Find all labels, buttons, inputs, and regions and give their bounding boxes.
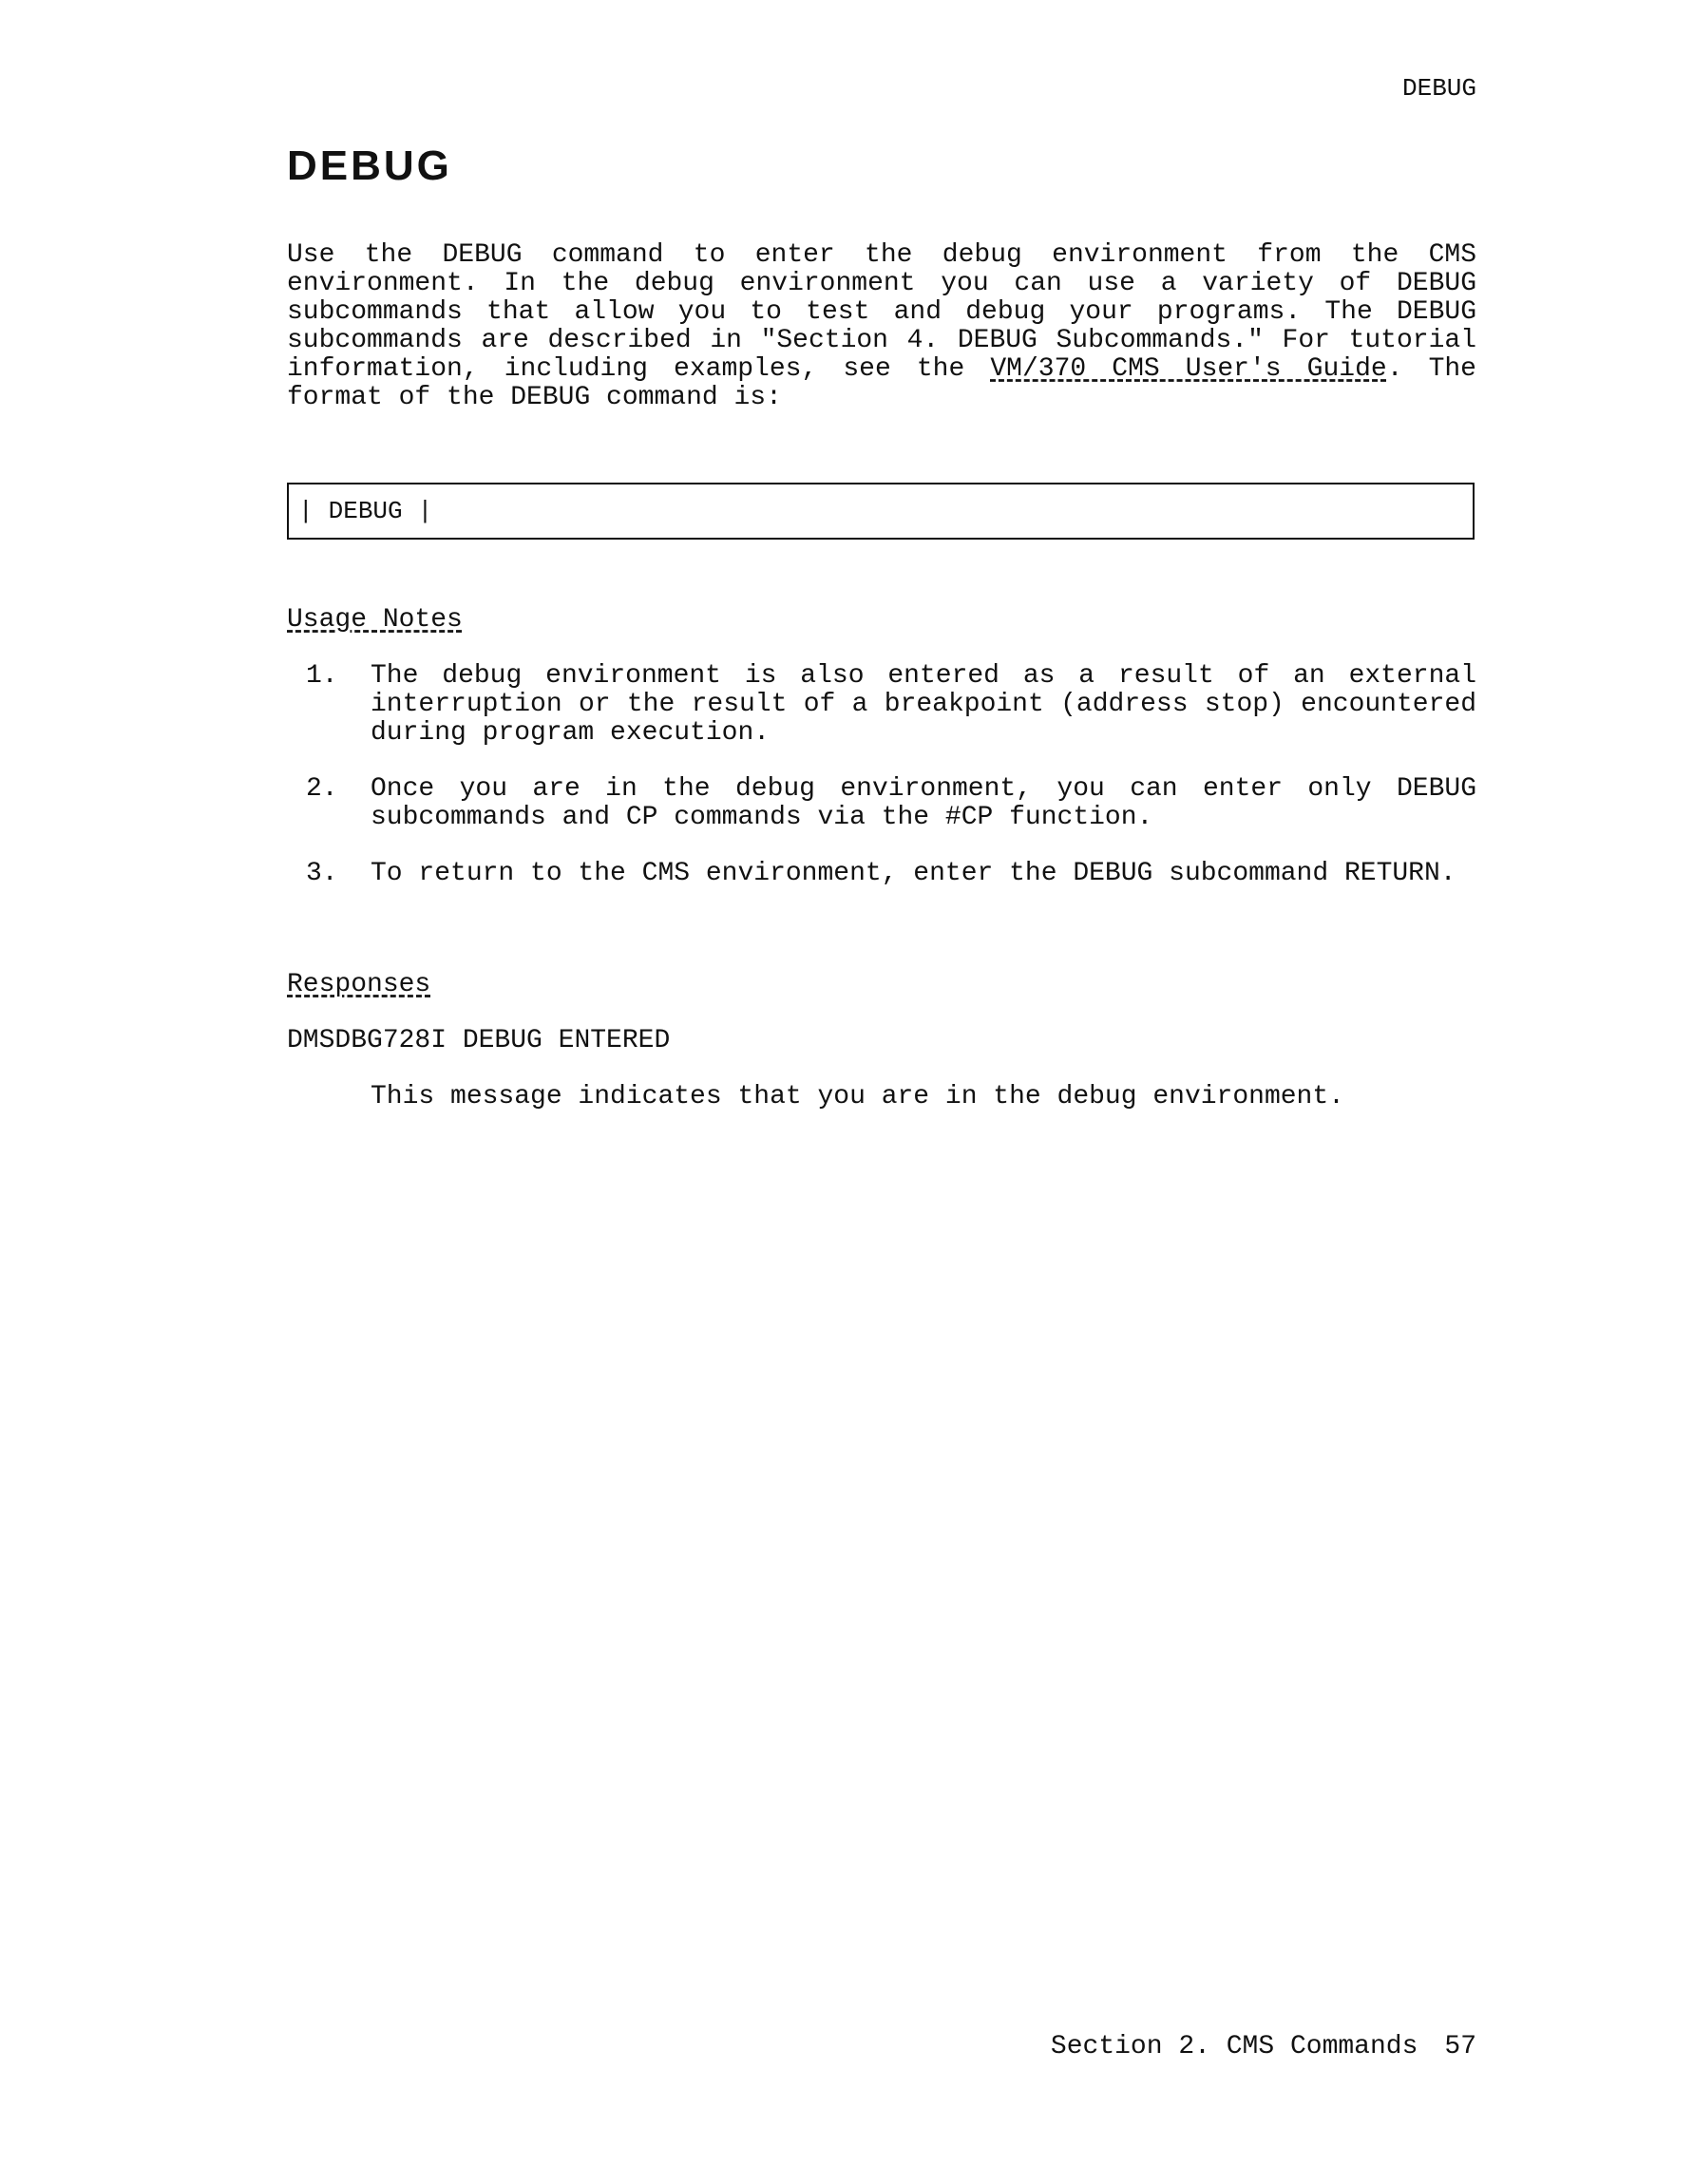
usage-note-text: Once you are in the debug environment, you can enter only DEBUG subcommands and CP commands via the #CP function. xyxy=(371,774,1476,832)
running-head: DEBUG xyxy=(1401,74,1476,103)
page-title: DEBUG xyxy=(287,142,452,189)
usage-note-text: The debug environment is also entered as a result of an external interruption or the result of a breakpoint (address stop) encountered during program execution. xyxy=(371,661,1476,748)
intro-text-end: . The format of the DEBUG command is: xyxy=(287,354,1476,412)
command-format-box xyxy=(287,483,1475,540)
intro-paragraph xyxy=(287,241,1476,412)
intro-text-start: Use the DEBUG command to enter the debug environment from the CMS environment. In the debug environment you can use a variety of DEBUG subcommands that allow you to test and debug your programs. The DEBUG subcommands are described in "Section 4. DEBUG Subcommands." For tutorial information, including examples, see the xyxy=(287,240,1476,384)
command-name: DEBUG xyxy=(328,497,403,525)
responses-heading: Responses xyxy=(287,970,431,999)
usage-note xyxy=(287,662,1476,748)
footer-section: Section 2. CMS Commands xyxy=(1050,2032,1418,2061)
usage-note xyxy=(287,860,1476,888)
usage-note xyxy=(287,775,1476,832)
syntax-bar-right: | xyxy=(417,497,433,525)
message-id: DMSDBG728I DEBUG ENTERED xyxy=(287,1026,671,1055)
syntax-bar-left: | xyxy=(298,497,314,525)
usage-note-number: 2. xyxy=(306,774,338,804)
usage-note-number: 3. xyxy=(306,859,338,888)
book-title: VM/370 CMS User's Guide xyxy=(990,354,1387,384)
command-format xyxy=(298,497,432,525)
usage-note-number: 1. xyxy=(306,661,338,691)
message-description: This message indicates that you are in the debug environment. xyxy=(371,1082,1344,1111)
usage-notes-heading: Usage Notes xyxy=(287,605,463,635)
page-footer xyxy=(1051,2033,1476,2061)
usage-note-text: To return to the CMS environment, enter the DEBUG subcommand RETURN. xyxy=(371,859,1456,888)
page-number: 57 xyxy=(1444,2032,1476,2061)
